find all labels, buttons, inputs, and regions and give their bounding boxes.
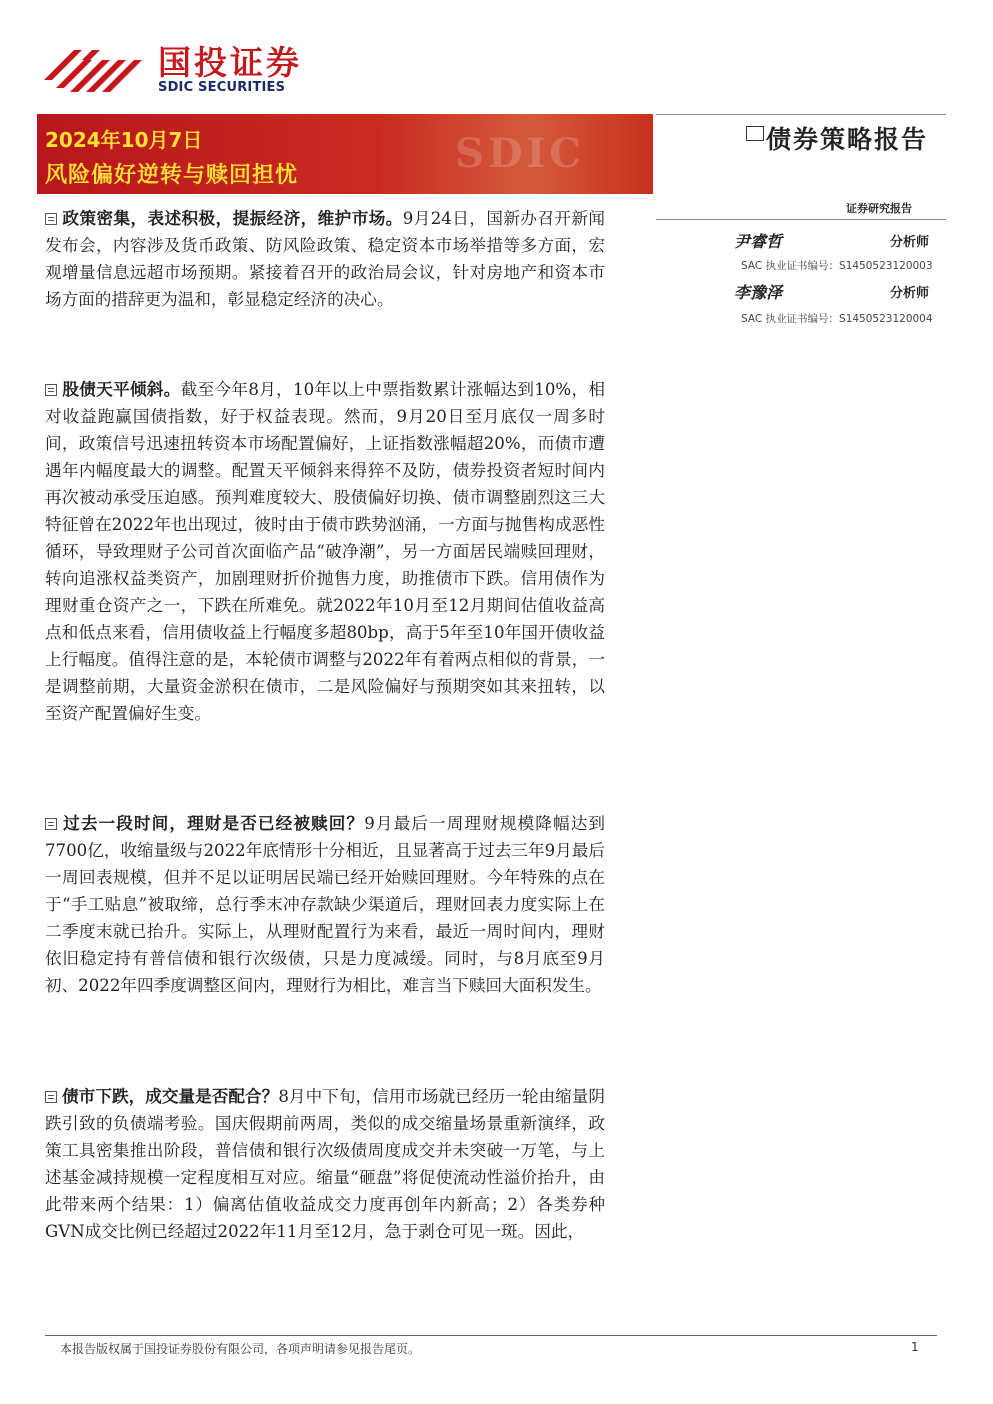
section-lead: 债市下跌，成交量是否配合？	[62, 1086, 279, 1106]
section-body: 9月最后一周理财规模降幅达到7700亿，收缩量级与2022年底情形十分相近，且显著高于过去三年9月最后一周回表规模，但并不足以证明居民端已经开始赎回理财。今年特殊的点在于“手工贴息”被取缔，总行季末冲存款缺少渠道后，理财回表力度实际上在二季度末就已抬升。实际上，从理财配置行为来看，最近一周时间内，理财依旧稳定持有普信债和银行次级债，只是力度减缓。同时，与8月底至9月初、2022年四季度调整区间内，理财行为相比，难言当下赎回大面积发生。	[45, 814, 605, 995]
page-number: 1	[911, 1340, 919, 1354]
section-trading-volume	[45, 1083, 605, 1245]
divider	[656, 114, 946, 115]
footer-divider	[45, 1335, 937, 1336]
analyst-cert: SAC 执业证书编号：S1450523120004	[741, 313, 933, 325]
section-body: 截至今年8月，10年以上中票指数累计涨幅达到10%，相对收益跑赢国债指数，好于权益表现。然而，9月20日至月底仅一周多时间，政策信号迅速扭转资本市场配置偏好，上证指数涨幅超20%，而债市遭遇年内幅度最大的调整。配置天平倾斜来得猝不及防，债券投资者短时间内再次被动承受压迫感。预判难度较大、股债偏好切换、债市调整剧烈这三大特征曾在2022年也出现过，彼时由于债市跌势汹涌，一方面与抛售构成恶性循环，导致理财子公司首次面临产品“破净潮”，另一方面居民端赎回理财，转向追涨权益类资产，加剧理财折价抛售力度，助推债市下跌。信用债作为理财重仓资产之一，下跌在所难免。就2022年10月至12月期间估值收益高点和低点来看，信用债收益上行幅度多超80bp，高于5年至10年国开债收益上行幅度。值得注意的是，本轮债市调整与2022年有着两点相似的背景，一是调整前期，大量资金淤积在债市，二是风险偏好与预期突如其来扭转，以至资产配置偏好生变。	[45, 380, 606, 723]
section-lead: 政策密集，表述积极，提振经济，维护市场。	[62, 208, 403, 228]
report-type: 债券策略报告	[766, 125, 929, 154]
analyst-name: 尹睿哲	[734, 232, 783, 251]
report-date: 2024年10月7日	[45, 128, 203, 152]
list-bullet-icon	[45, 213, 57, 225]
analyst-cert: SAC 执业证书编号：S1450523120003	[741, 260, 933, 272]
divider	[656, 219, 946, 220]
analyst-role: 分析师	[890, 235, 930, 250]
footer-disclaimer: 本报告版权属于国投证券股份有限公司，各项声明请参见报告尾页。	[60, 1342, 421, 1356]
list-bullet-icon	[45, 384, 57, 396]
section-body: 9月24日，国新办召开新闻发布会，内容涉及货币政策、防风险政策、稳定资本市场举措等多方面，宏观增量信息远超市场预期。紧接着召开的政治局会议，针对房地产和资本市场方面的措辞更为温和，彰显稳定经济的决心。	[45, 209, 606, 309]
section-lead: 股债天平倾斜。	[62, 379, 181, 399]
report-title: 风险偏好逆转与赎回担忧	[45, 163, 299, 188]
report-subtype: 证券研究报告	[846, 202, 912, 215]
list-bullet-icon	[45, 1091, 57, 1103]
brand-name-en: SDIC SECURITIES	[158, 80, 286, 95]
chart-icon	[746, 126, 764, 141]
brand-name-cn: 国投证券	[158, 43, 302, 82]
banner-watermark: SDIC	[455, 130, 586, 177]
analyst-role: 分析师	[890, 286, 930, 301]
section-policy	[45, 205, 605, 313]
section-wealth-redemption	[45, 810, 605, 999]
section-lead: 过去一段时间，理财是否已经被赎回？	[62, 813, 365, 833]
list-bullet-icon	[45, 818, 57, 830]
section-body: 8月中下旬，信用市场就已经历一轮由缩量阴跌引致的负债端考验。国庆假期前两周，类似的成交缩量场景重新演绎，政策工具密集推出阶段，普信债和银行次级债周度成交并未突破一万笔，与上述基金减持规模一定程度相互对应。缩量“砸盘”将促使流动性溢价抬升，由此带来两个结果：1）偏离估值收益成交力度再创年内新高；2）各类券种GVN成交比例已经超过2022年11月至12月，急于剥仓可见一斑。因此，	[45, 1087, 605, 1241]
section-stock-bond	[45, 376, 605, 727]
sdic-logo-icon	[44, 46, 144, 92]
analyst-name: 李豫泽	[734, 283, 783, 302]
report-banner	[37, 114, 653, 194]
